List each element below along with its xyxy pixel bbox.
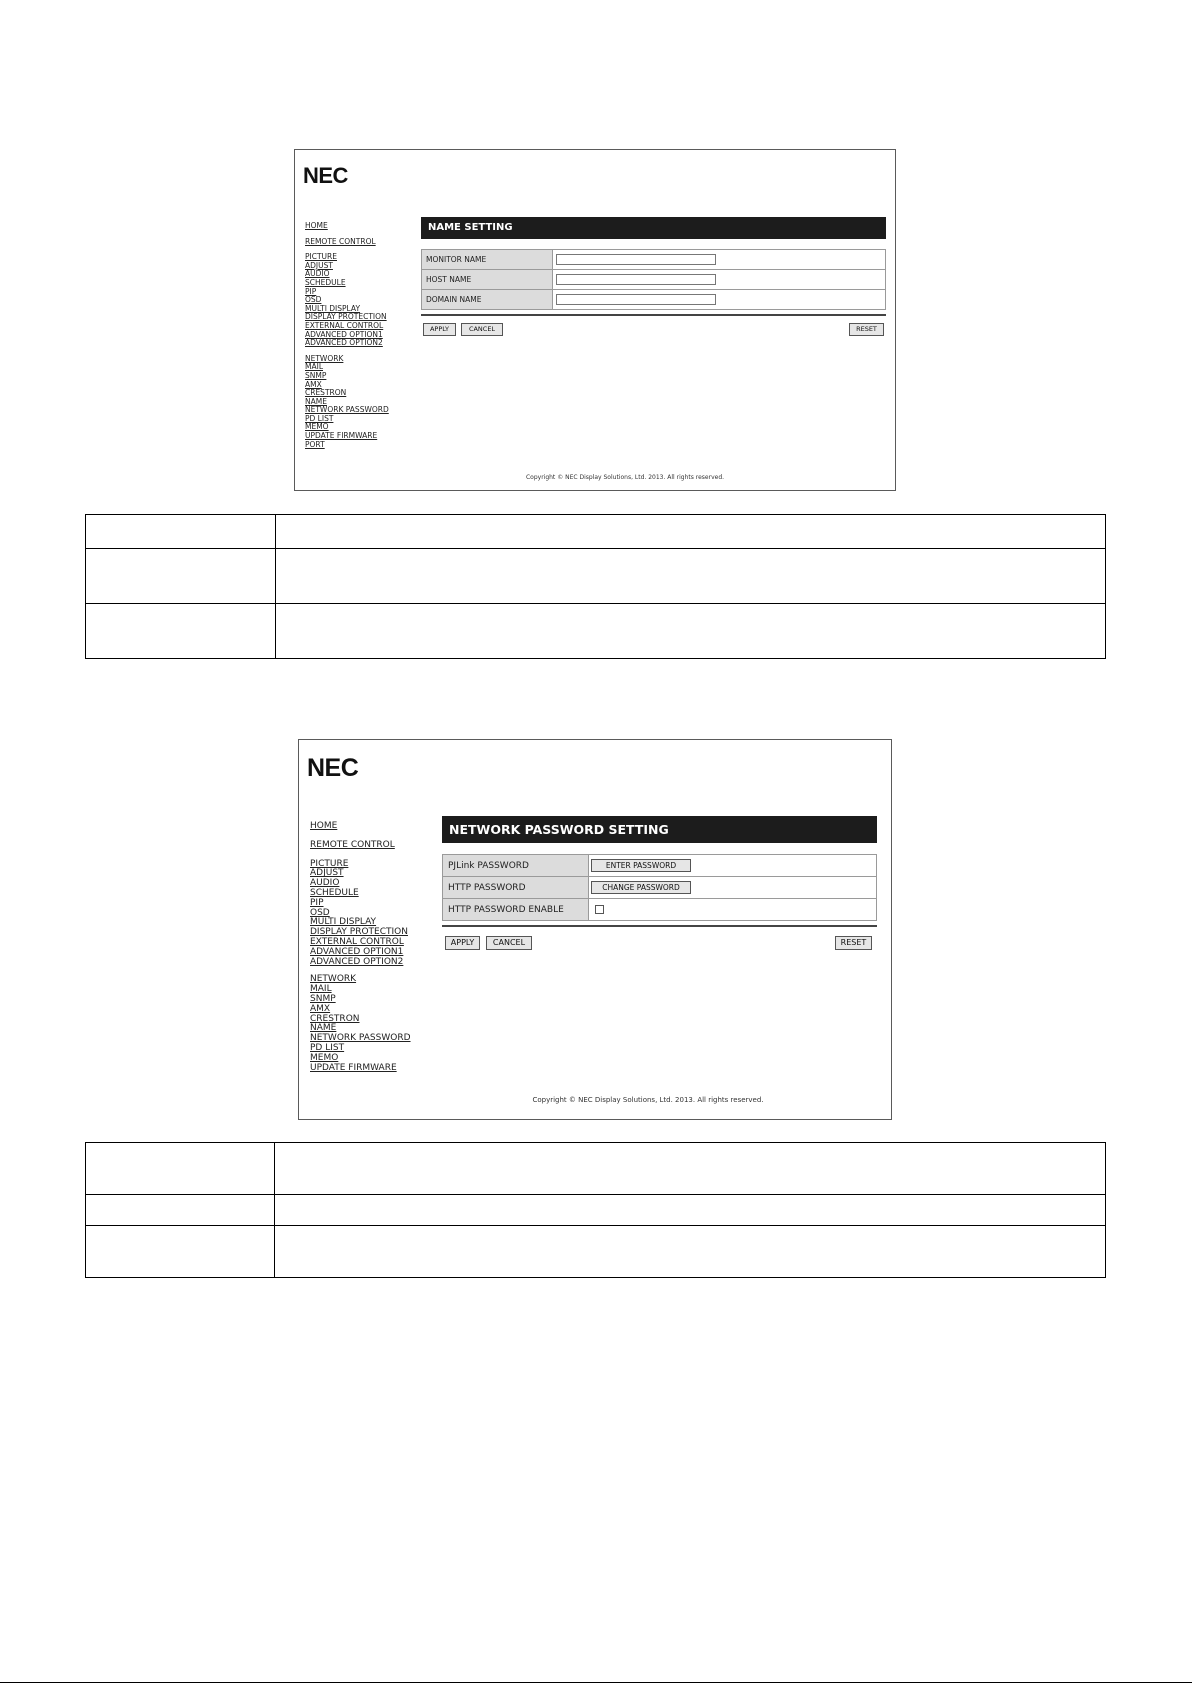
table-cell <box>86 1226 275 1278</box>
nav-link-amx[interactable]: AMX <box>305 379 322 389</box>
table-cell <box>276 604 1106 659</box>
description-table-2 <box>85 1142 1106 1278</box>
domain-name-input[interactable] <box>556 294 716 305</box>
nav-link-external-control[interactable]: EXTERNAL CONTROL <box>310 936 404 947</box>
nav-link-network-password[interactable]: NETWORK PASSWORD <box>310 1033 411 1044</box>
table-cell <box>86 1143 275 1195</box>
nav-link-display-protection[interactable]: DISPLAY PROTECTION <box>310 927 408 938</box>
copyright-text: Copyright © NEC Display Solutions, Ltd. 2013. All rights reserved. <box>532 1096 764 1104</box>
sidebar-nav <box>305 222 389 449</box>
table-cell <box>275 1143 1106 1195</box>
domain-name-label: DOMAIN NAME <box>422 290 553 310</box>
table-row <box>422 270 886 290</box>
nav-link-mail[interactable]: MAIL <box>310 984 332 995</box>
http-password-cell <box>589 877 877 899</box>
nav-link-pd-list[interactable]: PD LIST <box>310 1042 345 1053</box>
table-row <box>86 1226 1106 1278</box>
password-settings-table <box>442 854 877 921</box>
apply-button[interactable]: APPLY <box>445 936 480 950</box>
page-title: NETWORK PASSWORD SETTING <box>442 816 877 843</box>
table-cell <box>86 549 276 604</box>
table-cell <box>86 1195 275 1226</box>
nav-link-name[interactable]: NAME <box>310 1023 337 1034</box>
nav-link-update-firmware[interactable]: UPDATE FIRMWARE <box>305 431 378 441</box>
nav-link-schedule[interactable]: SCHEDULE <box>310 887 359 898</box>
nav-link-network[interactable]: NETWORK <box>310 974 357 985</box>
nav-link-advanced-option1[interactable]: ADVANCED OPTION1 <box>310 946 404 957</box>
http-password-label: HTTP PASSWORD <box>443 877 589 899</box>
nav-link-schedule[interactable]: SCHEDULE <box>305 277 346 287</box>
nav-link-pd-list[interactable]: PD LIST <box>305 413 334 423</box>
page-title: NAME SETTING <box>421 217 886 239</box>
nav-link-display-protection[interactable]: DISPLAY PROTECTION <box>305 312 387 322</box>
nav-group-main <box>310 822 411 851</box>
sidebar-nav <box>310 822 411 1073</box>
http-password-enable-checkbox[interactable] <box>595 905 604 914</box>
nav-link-adjust[interactable]: ADJUST <box>310 868 344 879</box>
table-row <box>86 1143 1106 1195</box>
network-password-screenshot <box>298 739 892 1120</box>
reset-button[interactable]: RESET <box>835 936 872 950</box>
table-row <box>422 290 886 310</box>
nav-link-audio[interactable]: AUDIO <box>305 269 330 279</box>
enter-password-button[interactable]: ENTER PASSWORD <box>591 859 691 872</box>
nav-link-pip[interactable]: PIP <box>305 286 317 296</box>
nav-group-network <box>305 355 389 450</box>
name-setting-screenshot <box>294 149 896 491</box>
nav-link-snmp[interactable]: SNMP <box>305 370 327 380</box>
nav-link-osd[interactable]: OSD <box>305 295 322 305</box>
description-table-1 <box>85 514 1106 659</box>
table-row <box>86 549 1106 604</box>
domain-name-cell <box>553 290 886 310</box>
nav-link-port[interactable]: PORT <box>305 439 325 449</box>
nav-link-crestron[interactable]: CRESTRON <box>310 1013 360 1024</box>
nav-link-memo[interactable]: MEMO <box>305 422 329 432</box>
table-cell <box>276 549 1106 604</box>
table-row <box>86 515 1106 549</box>
table-row <box>443 877 877 899</box>
table-row <box>443 899 877 921</box>
nec-logo: NEC <box>307 754 359 782</box>
nav-link-home[interactable]: HOME <box>310 821 338 831</box>
nav-link-network-password[interactable]: NETWORK PASSWORD <box>305 405 389 415</box>
nav-link-multi-display[interactable]: MULTI DISPLAY <box>310 917 377 928</box>
pjlink-password-cell <box>589 855 877 877</box>
nav-link-memo[interactable]: MEMO <box>310 1052 339 1063</box>
nav-link-remote-control[interactable]: REMOTE CONTROL <box>305 236 376 246</box>
page-bottom-rule <box>0 1682 1192 1683</box>
table-cell <box>86 515 276 549</box>
table-cell <box>276 515 1106 549</box>
nav-link-picture[interactable]: PICTURE <box>305 252 337 262</box>
http-password-enable-cell <box>589 899 877 921</box>
nav-group-settings <box>305 253 389 348</box>
host-name-input[interactable] <box>556 274 716 285</box>
monitor-name-input[interactable] <box>556 254 716 265</box>
table-row <box>86 1195 1106 1226</box>
nav-link-advanced-option2[interactable]: ADVANCED OPTION2 <box>305 338 383 348</box>
nav-link-update-firmware[interactable]: UPDATE FIRMWARE <box>310 1062 397 1073</box>
reset-button[interactable]: RESET <box>849 323 884 336</box>
nav-link-advanced-option2[interactable]: ADVANCED OPTION2 <box>310 956 404 967</box>
nav-link-picture[interactable]: PICTURE <box>310 858 349 869</box>
nav-link-crestron[interactable]: CRESTRON <box>305 388 347 398</box>
nav-link-mail[interactable]: MAIL <box>305 362 323 372</box>
nav-link-amx[interactable]: AMX <box>310 1003 331 1014</box>
nav-group-main <box>305 222 389 246</box>
nav-link-audio[interactable]: AUDIO <box>310 878 340 889</box>
separator-line <box>421 314 886 316</box>
nav-group-network <box>310 975 411 1073</box>
nav-link-remote-control[interactable]: REMOTE CONTROL <box>310 839 395 850</box>
nav-link-external-control[interactable]: EXTERNAL CONTROL <box>305 320 384 330</box>
nav-link-snmp[interactable]: SNMP <box>310 993 336 1004</box>
cancel-button[interactable]: CANCEL <box>486 936 532 950</box>
nav-link-home[interactable]: HOME <box>305 221 328 230</box>
table-row <box>422 250 886 270</box>
host-name-label: HOST NAME <box>422 270 553 290</box>
pjlink-password-label: PJLink PASSWORD <box>443 855 589 877</box>
nav-link-multi-display[interactable]: MULTI DISPLAY <box>305 303 361 313</box>
nav-link-osd[interactable]: OSD <box>310 907 330 918</box>
apply-button[interactable]: APPLY <box>423 323 456 336</box>
table-cell <box>275 1226 1106 1278</box>
nav-link-adjust[interactable]: ADJUST <box>305 260 333 270</box>
cancel-button[interactable]: CANCEL <box>461 323 503 336</box>
nav-link-network[interactable]: NETWORK <box>305 353 344 363</box>
monitor-name-cell <box>553 250 886 270</box>
table-row <box>86 604 1106 659</box>
nav-group-settings <box>310 860 411 968</box>
name-settings-table <box>421 249 886 310</box>
monitor-name-label: MONITOR NAME <box>422 250 553 270</box>
nav-link-name[interactable]: NAME <box>305 396 327 406</box>
change-password-button[interactable]: CHANGE PASSWORD <box>591 881 691 894</box>
nav-link-pip[interactable]: PIP <box>310 897 324 908</box>
nav-link-advanced-option1[interactable]: ADVANCED OPTION1 <box>305 329 383 339</box>
table-cell <box>275 1195 1106 1226</box>
table-cell <box>86 604 276 659</box>
separator-line <box>442 925 877 927</box>
table-row <box>443 855 877 877</box>
nec-logo: NEC <box>303 163 348 188</box>
host-name-cell <box>553 270 886 290</box>
http-password-enable-label: HTTP PASSWORD ENABLE <box>443 899 589 921</box>
copyright-text: Copyright © NEC Display Solutions, Ltd. 2013. All rights reserved. <box>525 474 725 481</box>
